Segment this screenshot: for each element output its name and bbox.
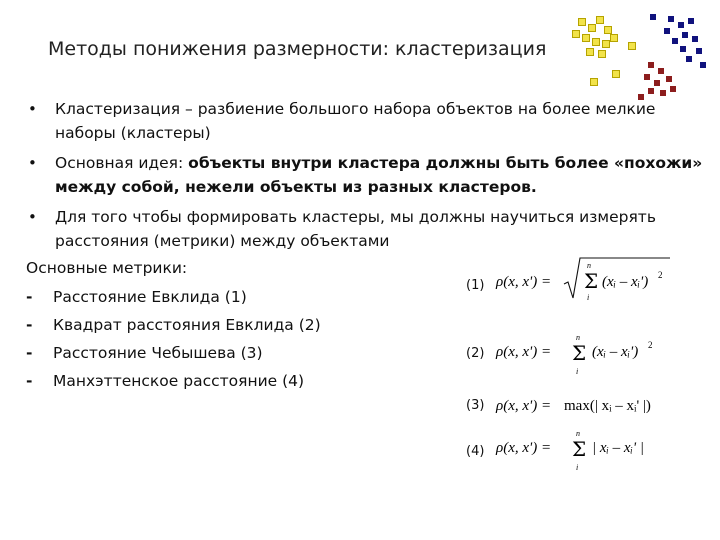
yellow-square	[590, 78, 598, 86]
blue-square	[686, 56, 692, 62]
power: 2	[658, 270, 663, 280]
red-square	[670, 86, 676, 92]
blue-square	[650, 14, 656, 20]
sigma-symbol: Σ	[572, 437, 587, 461]
red-square	[654, 80, 660, 86]
sum-bottom: i	[576, 463, 579, 472]
bullet-metrics-need: • Для того чтобы формировать кластеры, мы должны научиться измерять расстояния (метрики) между объектами	[26, 205, 706, 253]
yellow-square	[572, 30, 580, 38]
yellow-square	[628, 42, 636, 50]
bullet-main-idea	[26, 151, 706, 199]
blue-square	[688, 18, 694, 24]
formula-body: (xᵢ – xᵢ')	[592, 344, 639, 360]
slide-title: Методы понижения размерности: кластеризация	[48, 38, 547, 60]
metric-item-euclid	[26, 288, 247, 306]
formula-lhs: ρ(x, x') =	[496, 344, 552, 360]
formula-body: (xᵢ – xᵢ')	[602, 274, 649, 290]
blue-square	[692, 36, 698, 42]
red-square	[666, 76, 672, 82]
red-square	[648, 88, 654, 94]
formula-lhs: ρ(x, x') =	[496, 398, 552, 414]
formula-number-1: (1)	[466, 278, 485, 293]
metric-label: Квадрат расстояния Евклида (2)	[53, 316, 321, 334]
yellow-square	[596, 16, 604, 24]
red-square	[648, 62, 654, 68]
formula-number-4: (4)	[466, 444, 485, 459]
formula-number-3: (3)	[466, 398, 485, 413]
blue-square	[672, 38, 678, 44]
metric-item-manhattan	[26, 372, 304, 390]
formula-chebyshev	[492, 392, 682, 420]
yellow-square	[604, 26, 612, 34]
yellow-square	[582, 34, 590, 42]
power: 2	[648, 340, 653, 350]
yellow-square	[578, 18, 586, 26]
dash-marker: -	[26, 344, 33, 362]
sum-bottom: i	[576, 367, 579, 376]
blue-square	[678, 22, 684, 28]
formula-number-2: (2)	[466, 346, 485, 361]
yellow-square	[586, 48, 594, 56]
metric-label: Манхэттенское расстояние (4)	[53, 372, 305, 390]
dash-marker: -	[26, 316, 33, 334]
sum-top: n	[576, 429, 580, 438]
cluster-decoration	[570, 10, 710, 105]
bullet-clustering: • Кластеризация – разбиение большого набора объектов на более мелкие наборы (кластеры)	[26, 97, 706, 145]
red-square	[660, 90, 666, 96]
yellow-square	[610, 34, 618, 42]
yellow-square	[592, 38, 600, 46]
blue-square	[680, 46, 686, 52]
metric-label: Расстояние Евклида (1)	[53, 288, 247, 306]
main-idea-bold: объекты внутри кластера должны быть более «похожи» между собой, нежели объекты из разных кластеров.	[55, 154, 703, 196]
sum-top: n	[576, 333, 580, 342]
sigma-symbol: Σ	[584, 269, 599, 293]
formula-euclid	[492, 254, 682, 306]
dash-marker: -	[26, 288, 33, 306]
formula-lhs: ρ(x, x') =	[496, 274, 552, 290]
red-square	[644, 74, 650, 80]
sigma-symbol: Σ	[572, 341, 587, 365]
blue-square	[664, 28, 670, 34]
formula-euclid-squared	[492, 330, 682, 382]
formula-body: max(| xᵢ – xᵢ' |)	[564, 398, 651, 414]
formula-body: | xᵢ – xᵢ' |	[592, 440, 645, 456]
blue-square	[682, 32, 688, 38]
yellow-square	[588, 24, 596, 32]
yellow-square	[602, 40, 610, 48]
dash-marker: -	[26, 372, 33, 390]
sum-bottom: i	[587, 293, 590, 302]
red-square	[658, 68, 664, 74]
formula-manhattan	[492, 428, 682, 480]
blue-square	[700, 62, 706, 68]
bullet-list	[26, 97, 706, 259]
metric-label: Расстояние Чебышева (3)	[53, 344, 263, 362]
blue-square	[696, 48, 702, 54]
sum-top: n	[587, 261, 591, 270]
blue-square	[668, 16, 674, 22]
yellow-square	[612, 70, 620, 78]
yellow-square	[598, 50, 606, 58]
metric-item-euclid-squared	[26, 316, 321, 334]
main-idea-lead: Основная идея:	[55, 154, 189, 172]
metric-item-chebyshev	[26, 344, 263, 362]
metrics-label: Основные метрики:	[26, 259, 188, 277]
formula-lhs: ρ(x, x') =	[496, 440, 552, 456]
